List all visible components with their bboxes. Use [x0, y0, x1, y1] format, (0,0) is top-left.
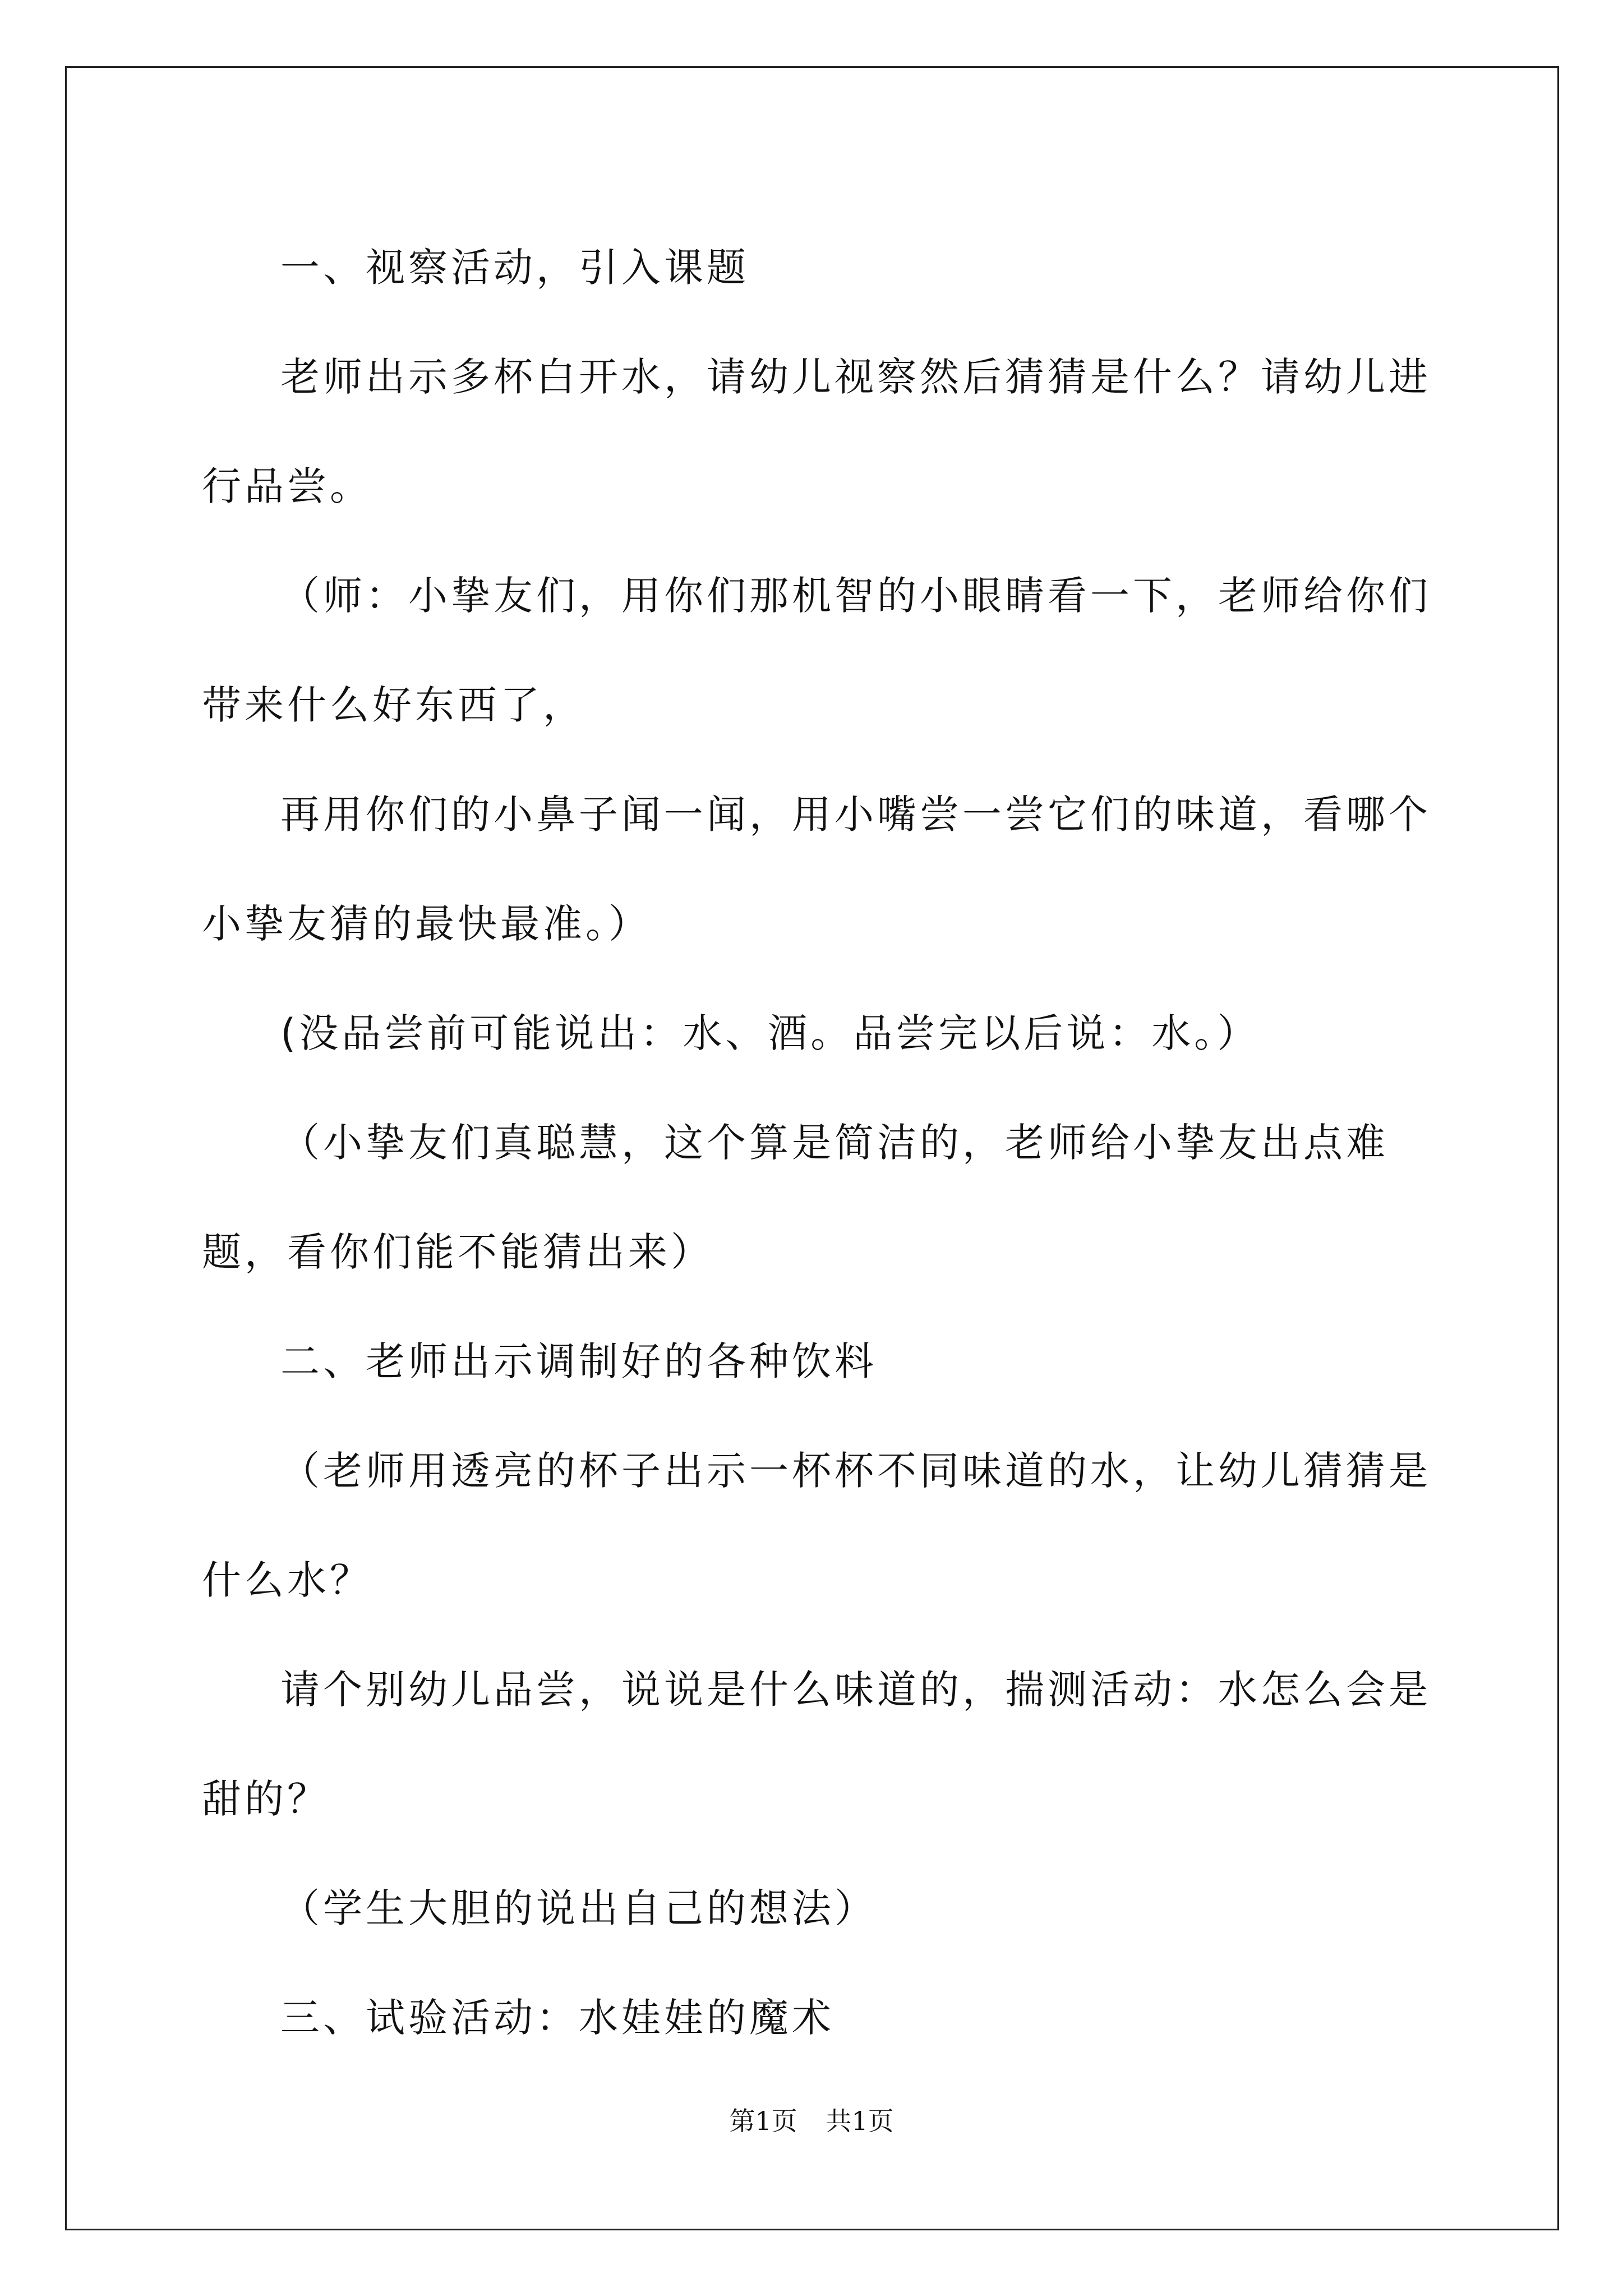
- paragraph: （师：小挚友们，用你们那机智的小眼睛看一下，老师给你们带来什么好东西了，: [202, 573, 1431, 728]
- page-footer: [0, 2101, 1623, 2138]
- page-total: 共1页: [826, 2106, 894, 2136]
- paragraph: （小挚友们真聪慧，这个算是简洁的，老师给小挚友出点难题，看你们能不能猜出来）: [202, 1120, 1389, 1275]
- document-body: [202, 213, 1438, 2073]
- paragraph: (没品尝前可能说出：水、酒。品尝完以后说：水。）: [280, 1010, 1260, 1056]
- paragraph: 老师出示多杯白开水，请幼儿视察然后猜猜是什么？请幼儿进行品尝。: [202, 354, 1431, 509]
- section-heading-3: 三、试验活动：水娃娃的魔术: [280, 1995, 834, 2041]
- paragraph: 再用你们的小鼻子闻一闻，用小嘴尝一尝它们的味道，看哪个小挚友猜的最快最准。）: [202, 792, 1431, 947]
- paragraph: （老师用透亮的杯子出示一杯杯不同味道的水，让幼儿猜猜是什么水？: [202, 1448, 1431, 1603]
- section-heading-2: 二、老师出示调制好的各种饮料: [280, 1338, 877, 1384]
- paragraph: （学生大胆的说出自己的想法）: [280, 1885, 877, 1931]
- paragraph: 请个别幼儿品尝，说说是什么味道的，揣测活动：水怎么会是甜的？: [202, 1667, 1431, 1822]
- section-heading-1: 一、视察活动，引入课题: [280, 245, 749, 291]
- page-number: 第1页: [729, 2106, 797, 2136]
